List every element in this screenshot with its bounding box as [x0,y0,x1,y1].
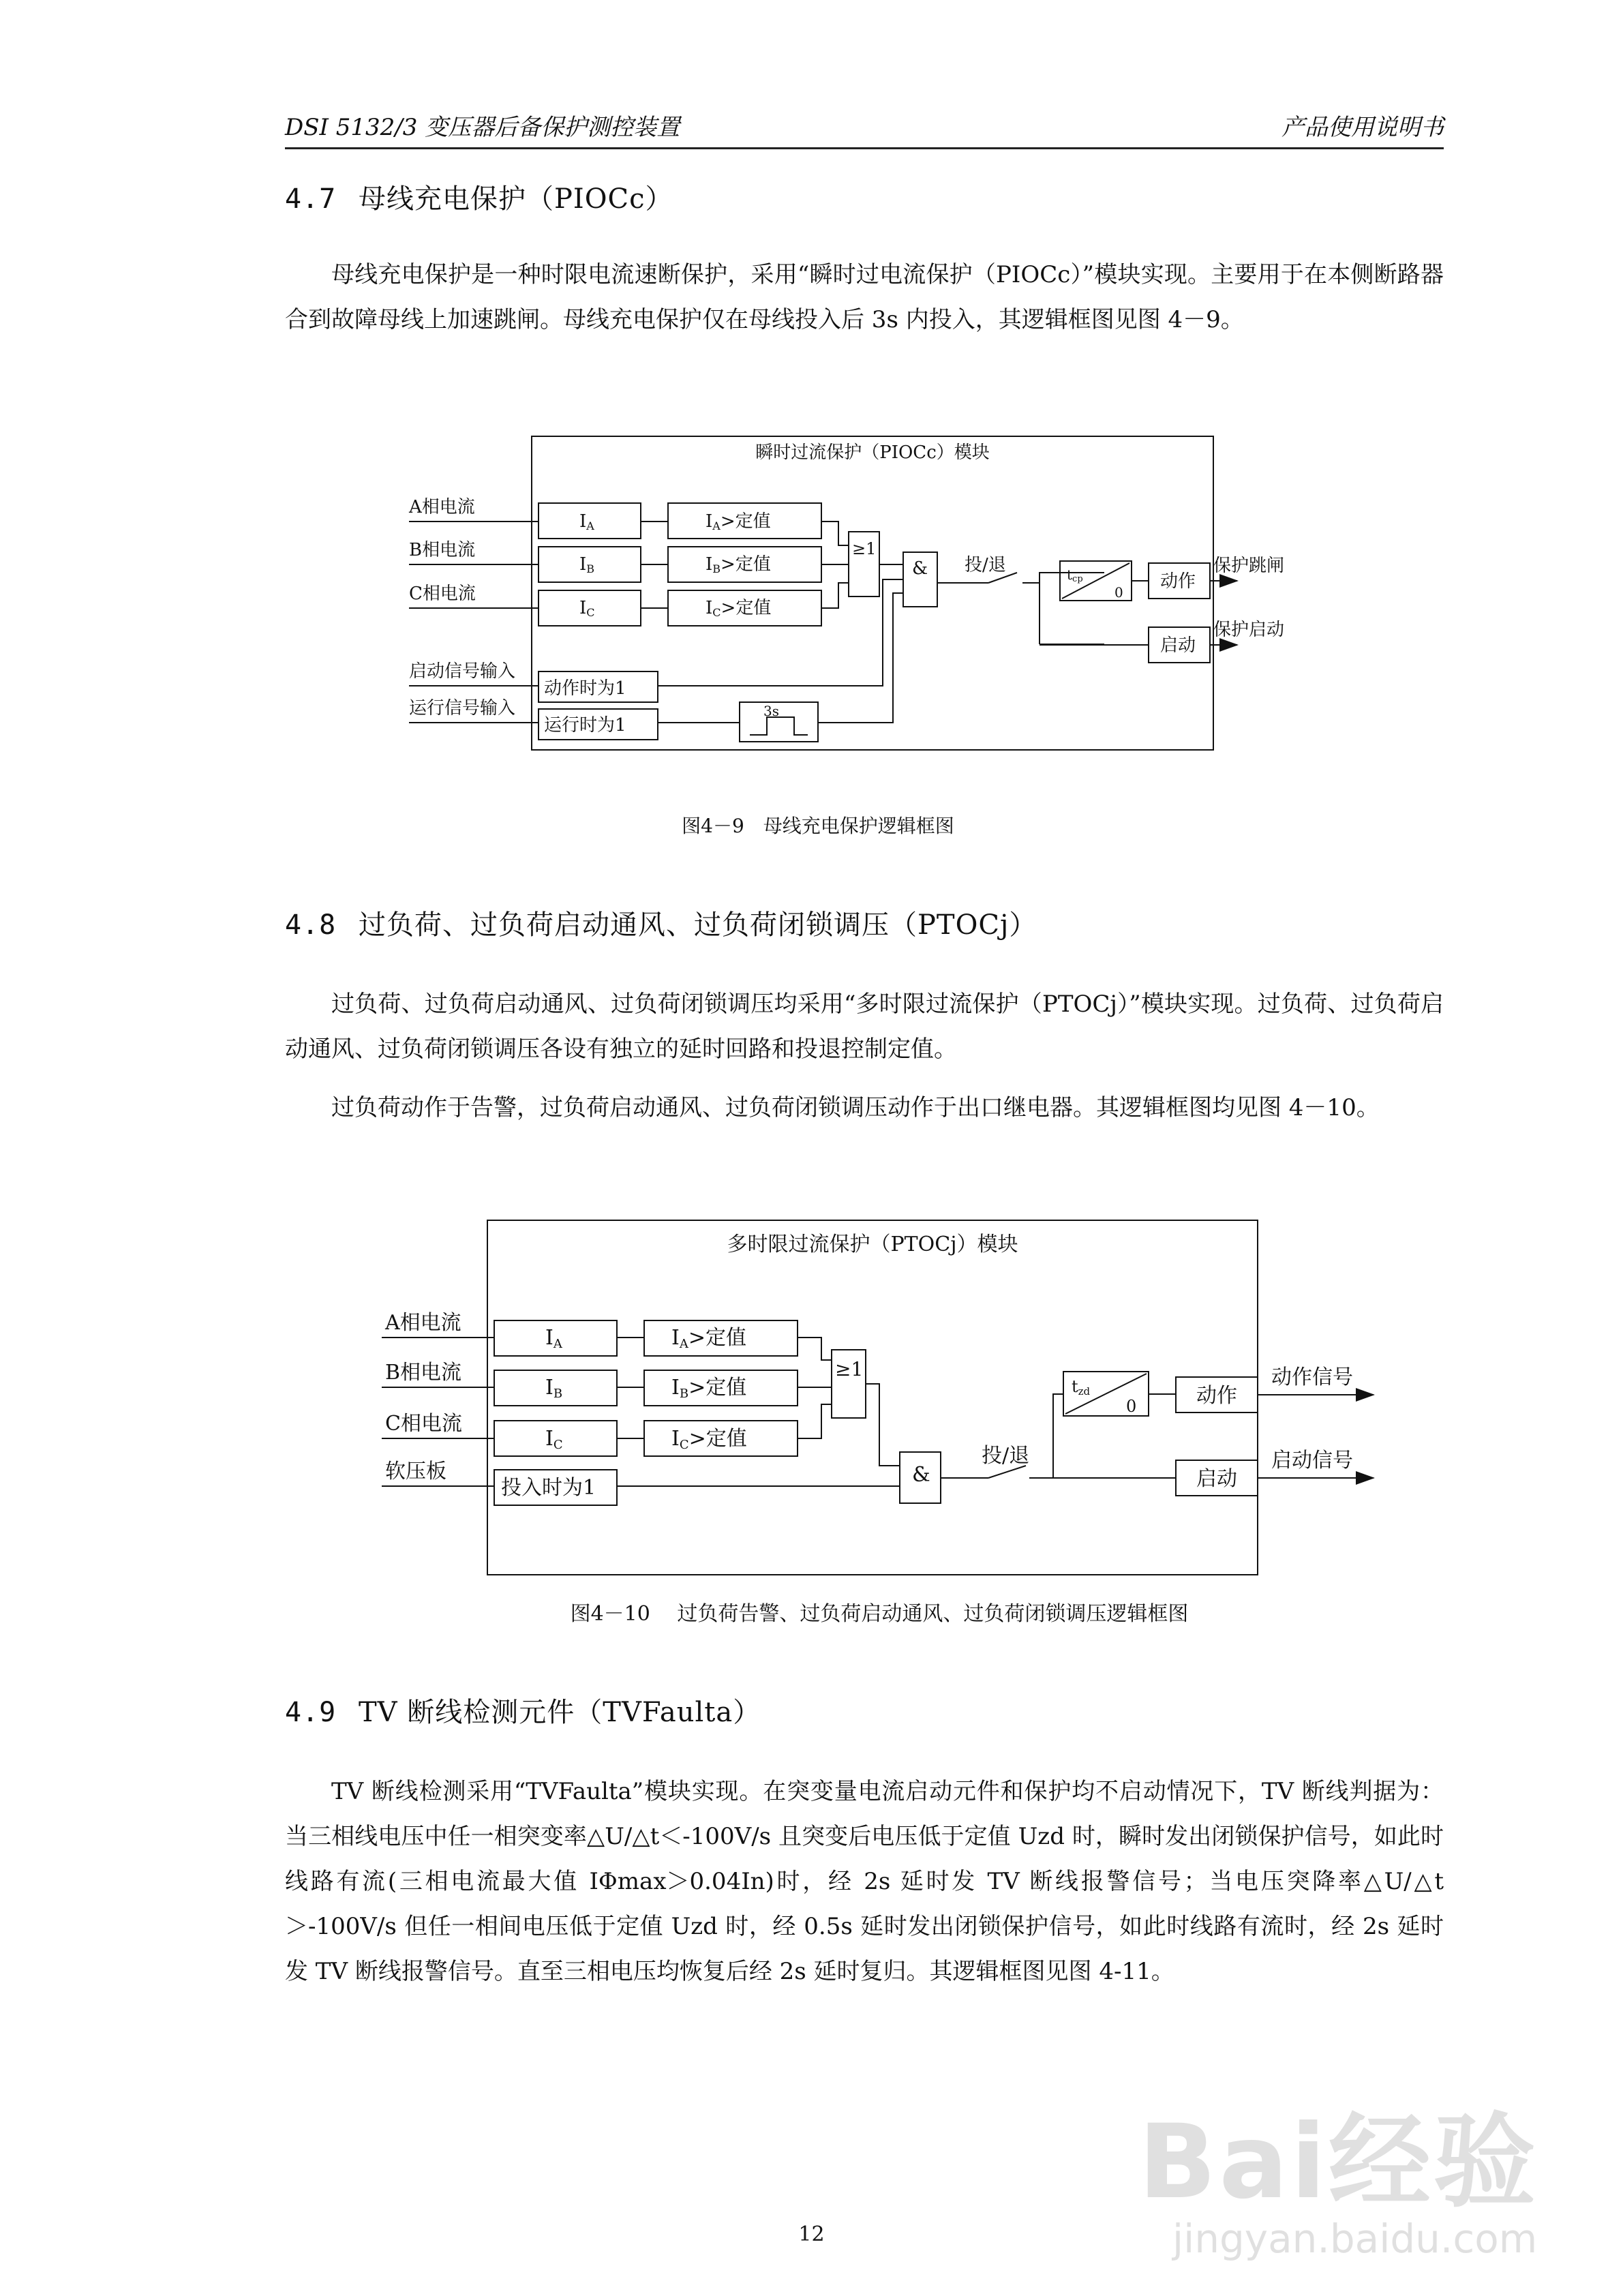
fig10-input-a: A相电流 [385,1311,461,1335]
fig9-pulse-label: 3s [763,703,779,719]
fig9-input-b: B相电流 [409,540,476,560]
fig9-start-label: 启动 [1160,635,1196,656]
section-title: TV 断线检测元件（TVFaulta） [359,1697,761,1728]
section-number: 4.9 [285,1697,337,1728]
fig9-and-gate-label: & [912,558,928,579]
fig9-current-a: IA [579,511,594,532]
header-left: DSI 5132/3 变压器后备保护测控装置 [285,114,680,141]
fig10-control-enable: 投入时为1 [501,1476,596,1500]
section-heading [285,1691,761,1729]
fig10-output-start: 启动信号 [1271,1449,1353,1472]
section-number: 4.8 [285,909,337,941]
watermark-logo [1132,2072,1595,2277]
fig10-or-gate-label: ≥1 [835,1358,864,1380]
section-heading [285,177,673,216]
fig9-current-b: IB [579,554,595,575]
fig10-current-c: IC [545,1427,563,1452]
section-body [285,982,1444,1130]
paragraph: 过负荷、过负荷启动通风、过负荷闭锁调压均采用“多时限过流保护（PTOCj）”模块实现。过负荷、过负荷启动通风、过负荷闭锁调压各设有独立的延时回路和投退控制定值。 [285,991,1444,1063]
fig10-current-b: IB [545,1376,563,1401]
fig10-current-a: IA [545,1326,562,1351]
fig9-or-gate-label: ≥1 [852,539,877,558]
section-title: 过负荷、过负荷启动通风、过负荷闭锁调压（PTOCj） [359,909,1037,941]
fig10-input-b: B相电流 [385,1361,462,1385]
fig10-start-label: 启动 [1196,1467,1237,1491]
fig9-setting-b: IB>定值 [706,554,771,575]
fig9-setting-c: IC>定值 [706,598,772,619]
fig10-setting-c: IC>定值 [671,1427,747,1452]
fig10-module-title: 多时限过流保护（PTOCj）模块 [727,1233,1018,1256]
fig10-timer-bottom: 0 [1126,1397,1137,1416]
fig9-current-c: IC [579,598,595,619]
fig9-control-action: 动作时为1 [544,678,626,699]
fig10-action-label: 动作 [1196,1384,1237,1408]
fig10-setting-a: IA>定值 [671,1326,746,1351]
fig9-module-title: 瞬时过流保护（PIOCc）模块 [755,442,990,463]
section-body [285,252,1444,342]
fig9-input-c: C相电流 [409,584,476,604]
header-right: 产品使用说明书 [1281,114,1444,141]
fig9-output-trip: 保护跳闸 [1213,556,1285,576]
paragraph: 过负荷动作于告警，过负荷启动通风、过负荷闭锁调压动作于出口继电器。其逻辑框图均见图 4－10。 [331,1094,1380,1121]
page-number: 12 [798,2222,825,2246]
figure-4-10-logic-diagram [382,1213,1377,1588]
fig9-output-start: 保护启动 [1213,620,1285,640]
section-body [285,1769,1444,1994]
fig9-setting-a: IA>定值 [706,511,771,532]
fig9-switch-label: 投/退 [965,555,1006,575]
section-title: 母线充电保护（PIOCc） [359,183,673,215]
figure-4-9-caption: 图4－9 母线充电保护逻辑框图 [682,815,954,837]
fig10-and-gate-label: & [912,1463,930,1487]
paragraph: 母线充电保护是一种时限电流速断保护，采用“瞬时过电流保护（PIOCc）”模块实现。主要用于在本侧断路器合到故障母线上加速跳闸。母线充电保护仅在母线投入后 3s 内投入，其逻辑框图见图 4－9。 [285,261,1444,333]
fig9-input-a: A相电流 [409,497,475,517]
fig9-action-label: 动作 [1160,571,1196,592]
fig9-timer-bottom: 0 [1114,584,1123,601]
figure-4-10-caption: 图4－10 过负荷告警、过负荷启动通风、过负荷闭锁调压逻辑框图 [570,1602,1189,1626]
fig10-timer-top: tzd [1072,1377,1091,1398]
fig10-switch-label: 投/退 [982,1444,1030,1468]
figure-4-9-logic-diagram [395,429,1285,839]
fig9-timer-top: tcp [1067,567,1083,584]
watermark-brand: Bai经验 [1138,2103,1538,2222]
section-heading [285,903,1037,942]
watermark-url: jingyan.baidu.com [1172,2216,1538,2262]
fig9-input-run: 运行信号输入 [409,698,516,719]
fig10-input-c: C相电流 [385,1412,462,1436]
module-frame [487,1220,1258,1575]
fig9-input-start: 启动信号输入 [409,661,516,682]
fig9-control-run: 运行时为1 [544,715,626,736]
fig10-output-action: 动作信号 [1271,1365,1353,1389]
fig10-input-softplate: 软压板 [385,1460,446,1483]
section-number: 4.7 [285,183,337,215]
page-header [285,109,1444,149]
paragraph: TV 断线检测采用“TVFaulta”模块实现。在突变量电流启动元件和保护均不启动情况下，TV 断线判据为：当三相线电压中任一相突变率△U/△t＜-100V/s 且突变后电压低于定值 Uzd 时，瞬时发出闭锁保护信号，如此时线路有流(三相电流最大值 IΦmax＞0.04In)时，经 2s 延时发 TV 断线报警信号；当电压突降率△U/△t＞-100V/s 但任一相间电压低于定值 Uzd 时，经 0.5s 延时发出闭锁保护信号，如此时线路有流时，经 2s 延时发 TV 断线报警信号。直至三相电压均恢复后经 2s 延时复归。其逻辑框图见图 4-11。 [285,1778,1444,1985]
fig10-setting-b: IB>定值 [671,1376,747,1401]
